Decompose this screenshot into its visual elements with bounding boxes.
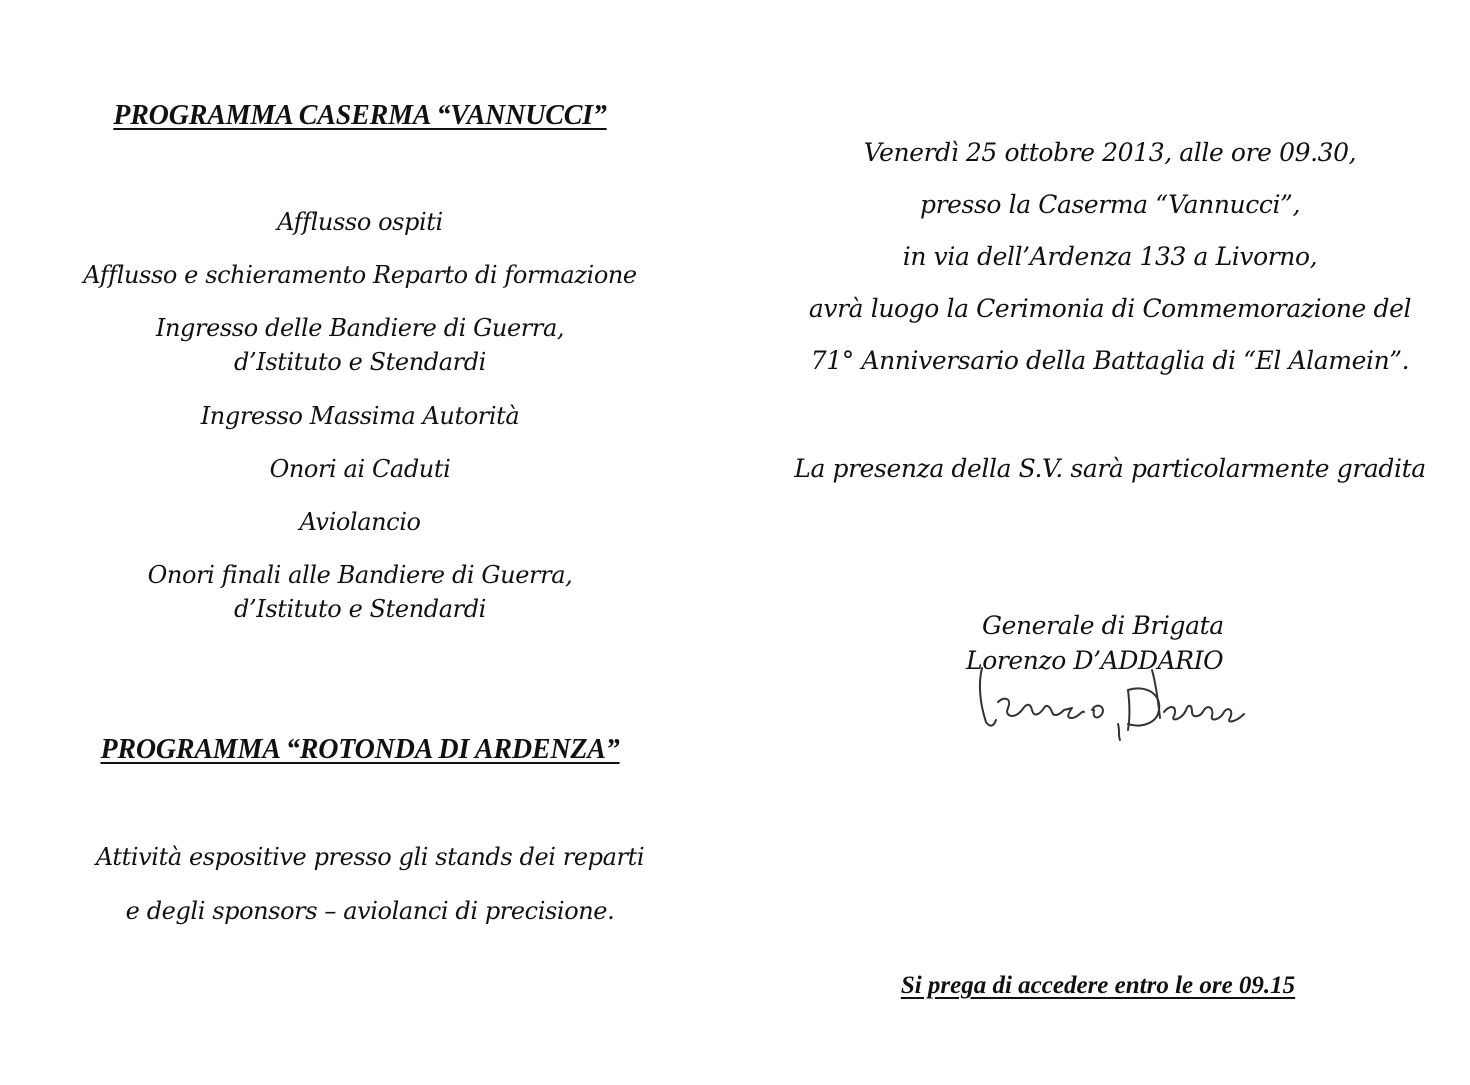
signature-name: Lorenzo D’ADDARIO — [966, 646, 1224, 675]
activity-line: e degli sponsors – aviolanci di precisione. — [125, 897, 615, 925]
program-item-text: Ingresso Massima Autorità — [200, 402, 520, 430]
activity-line: Attività espositive presso gli stands dei reparti — [95, 843, 645, 871]
heading-programma-caserma: PROGRAMMA CASERMA “VANNUCCI” — [113, 100, 607, 131]
handwritten-signature — [968, 660, 1268, 742]
program-item — [40, 205, 680, 239]
program-item-text: Afflusso ospiti — [277, 208, 443, 236]
program-item-text-2: d’Istituto e Stendardi — [234, 595, 486, 623]
presence-line: La presenza della S.V. sarà particolarmente gradita — [794, 454, 1426, 483]
program-item-text: Afflusso e schieramento Reparto di formazione — [83, 261, 637, 289]
program-item — [40, 311, 680, 379]
program-item — [40, 399, 680, 433]
program-item — [40, 558, 680, 626]
program-item-text: Onori ai Caduti — [269, 455, 451, 483]
invitation-line: presso la Caserma “Vannucci”, — [920, 190, 1300, 219]
program-item — [40, 258, 680, 292]
invitation-line: avrà luogo la Cerimonia di Commemorazione del — [808, 294, 1412, 323]
heading-programma-rotonda: PROGRAMMA “ROTONDA DI ARDENZA” — [100, 734, 620, 765]
program-item — [40, 452, 680, 486]
program-item — [40, 505, 680, 539]
invitation-line: 71° Anniversario della Battaglia di “El Alamein”. — [810, 346, 1410, 375]
program-item-text: Ingresso delle Bandiere di Guerra, — [155, 314, 565, 342]
arrival-note: Si prega di accedere entro le ore 09.15 — [900, 972, 1296, 999]
program-item-text-2: d’Istituto e Stendardi — [234, 348, 486, 376]
program-item-text: Aviolancio — [299, 508, 421, 536]
invitation-line: in via dell’Ardenza 133 a Livorno, — [902, 242, 1318, 271]
signature-rank: Generale di Brigata — [982, 611, 1224, 640]
program-item-text: Onori finali alle Bandiere di Guerra, — [147, 561, 573, 589]
invitation-line: Venerdì 25 ottobre 2013, alle ore 09.30, — [863, 138, 1357, 167]
